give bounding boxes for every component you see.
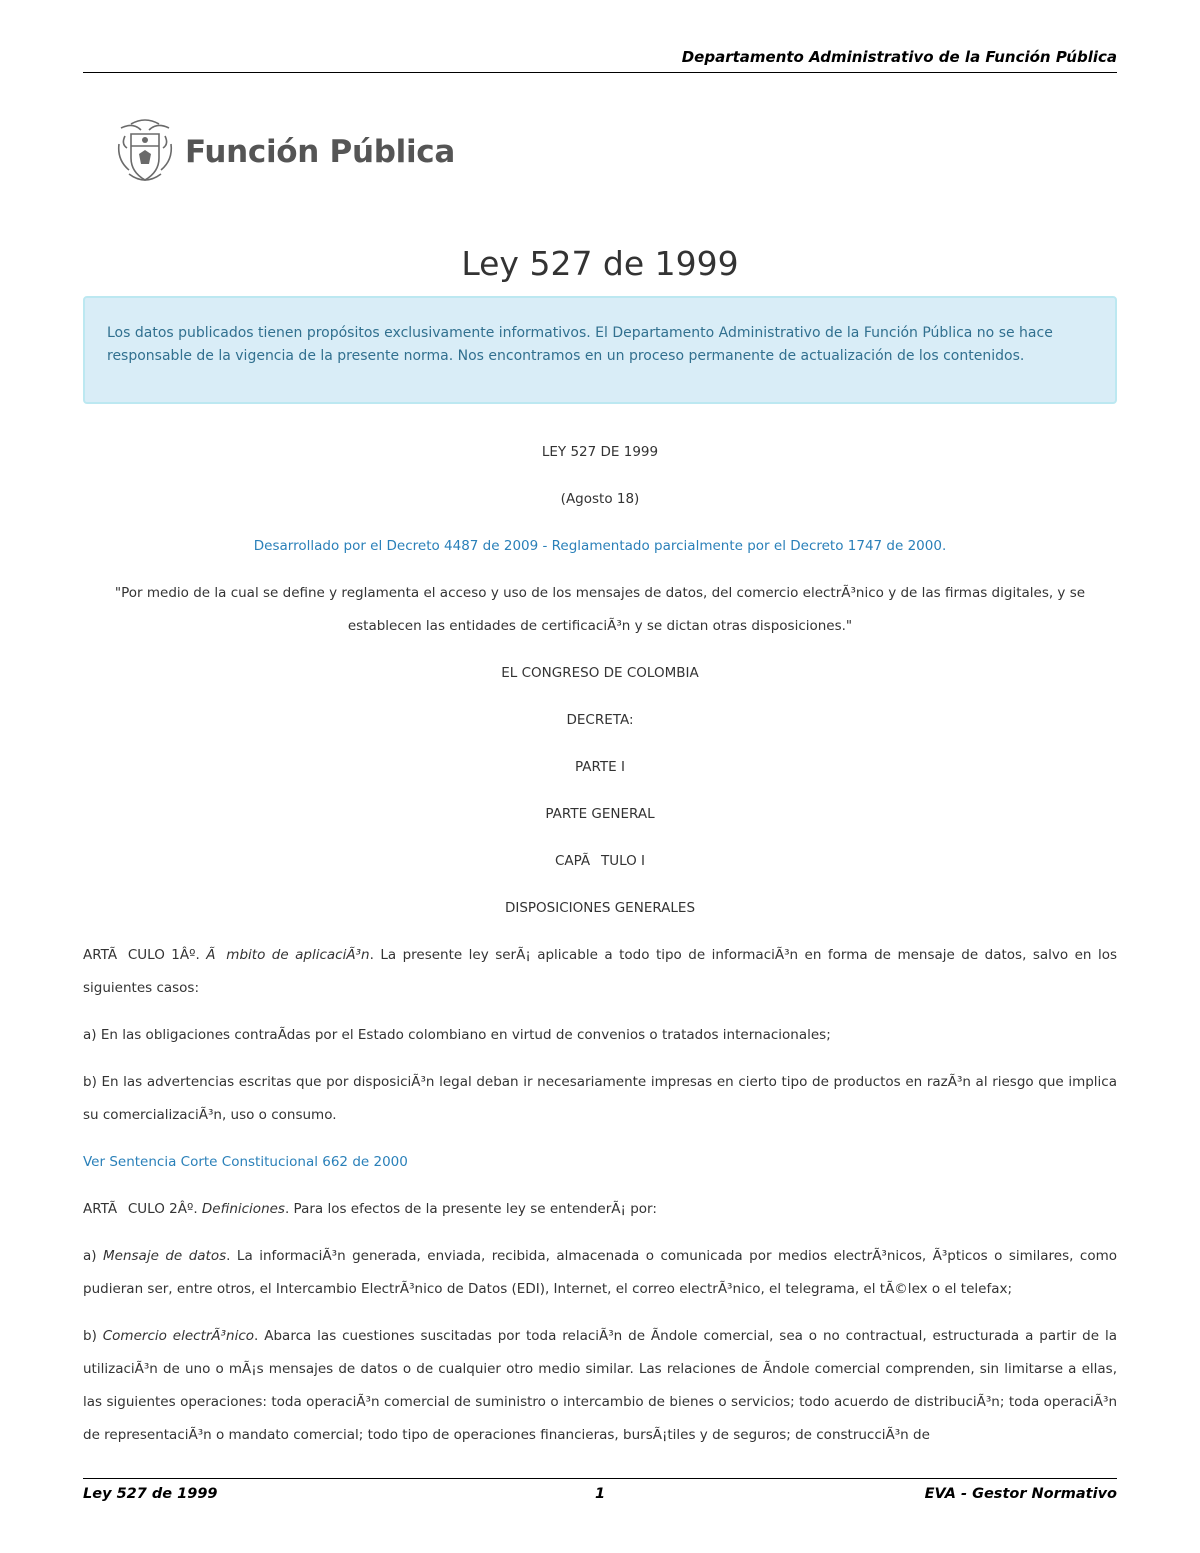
article-2-title: Definiciones bbox=[201, 1201, 285, 1217]
footer-document-name: Ley 527 de 1999 bbox=[83, 1486, 218, 1502]
definition-b bbox=[83, 1320, 1117, 1452]
page-header bbox=[83, 48, 1117, 73]
article-1 bbox=[83, 939, 1117, 1005]
logo-text: Función Pública bbox=[185, 134, 455, 170]
article-2-label: ARTÃCULO 2Âº. bbox=[83, 1201, 202, 1217]
article-1-title: Ãmbito de aplicaciÃ³n bbox=[206, 947, 370, 963]
definition-a-title: Mensaje de datos bbox=[103, 1248, 227, 1264]
disclaimer-notice: Los datos publicados tienen propósitos exclusivamente informativos. El Departamento Administrativo de la Función Pública no se hace responsable de la vigencia de la presente norma. Nos encontramos en un proceso permanente de actualización de los contenidos. bbox=[83, 296, 1117, 404]
article-1-text: . La presente ley serÃ¡ aplicable a todo tipo de informaciÃ³n en forma de mensaje de datos, salvo en los siguientes casos: bbox=[83, 947, 1117, 996]
definition-a-label: a) bbox=[83, 1248, 104, 1264]
development-link[interactable]: Desarrollado por el Decreto 4487 de 2009 - Reglamentado parcialmente por el Decreto 1747 de 2000. bbox=[253, 538, 947, 554]
article-1-item-b: b) En las advertencias escritas que por disposiciÃ³n legal deban ir necesariamente impresas en cierto tipo de productos en razÃ³n al riesgo que implica su comercializaciÃ³n, uso o consumo. bbox=[83, 1074, 1117, 1123]
definition-b-label: b) bbox=[83, 1328, 103, 1344]
article-1-item-a: a) En las obligaciones contraÃdas por el Estado colombiano en virtud de convenios o tratados internacionales; bbox=[83, 1027, 831, 1043]
coat-of-arms-icon bbox=[111, 114, 179, 190]
sentencia-link[interactable]: Ver Sentencia Corte Constitucional 662 de 2000 bbox=[83, 1154, 408, 1170]
parte-heading: PARTE I bbox=[575, 759, 625, 775]
law-heading: LEY 527 DE 1999 bbox=[541, 444, 659, 460]
article-2 bbox=[83, 1193, 1117, 1226]
funcion-publica-logo bbox=[111, 114, 455, 190]
footer-page-number: 1 bbox=[594, 1486, 606, 1502]
disposiciones-heading: DISPOSICIONES GENERALES bbox=[504, 900, 696, 916]
law-purpose: "Por medio de la cual se define y reglamenta el acceso y uso de los mensajes de datos, del comercio electrÃ³nico y de las firmas digitales, y se establecen las entidades de certificaciÃ³n y se dictan otras disposiciones." bbox=[114, 585, 1086, 634]
congress-heading: EL CONGRESO DE COLOMBIA bbox=[501, 665, 699, 681]
decreta-heading: DECRETA: bbox=[566, 712, 634, 728]
capitulo-heading: CAPÃTULO I bbox=[554, 853, 646, 869]
definition-a-text: . La informaciÃ³n generada, enviada, recibida, almacenada o comunicada por medios electrÃ³nicos, Ã³pticos o similares, como pudieran ser, entre otros, el Intercambio ElectrÃ³nico de Datos (EDI), Internet, el correo electrÃ³nico, el telegrama, el tÃ©lex o el telefax; bbox=[83, 1248, 1117, 1297]
article-1-label: ARTÃCULO 1Âº. bbox=[83, 947, 207, 963]
header-organization: Departamento Administrativo de la Función Pública bbox=[681, 48, 1117, 66]
definition-b-text: . Abarca las cuestiones suscitadas por toda relaciÃ³n de Ãndole comercial, sea o no contractual, estructurada a partir de la utilizaciÃ³n de uno o mÃ¡s mensajes de datos o de cualquier otro medio similar. Las relaciones de Ãndole comercial comprenden, sin limitarse a ellas, las siguientes operaciones: toda operaciÃ³n comercial de suministro o intercambio de bienes o servicios; todo acuerdo de distribuciÃ³n; toda operaciÃ³n de representaciÃ³n o mandato comercial; todo tipo de operaciones financieras, bursÃ¡tiles y de seguros; de construcciÃ³n de bbox=[83, 1328, 1117, 1443]
document-page bbox=[83, 0, 1117, 1553]
parte-general-heading: PARTE GENERAL bbox=[545, 806, 655, 822]
article-2-text: . Para los efectos de la presente ley se entenderÃ¡ por: bbox=[284, 1201, 657, 1217]
page-footer bbox=[83, 1478, 1117, 1502]
definition-a bbox=[83, 1240, 1117, 1306]
footer-system-name: EVA - Gestor Normativo bbox=[924, 1486, 1117, 1502]
law-body bbox=[83, 436, 1117, 1452]
definition-b-title: Comercio electrÃ³nico bbox=[102, 1328, 255, 1344]
law-date: (Agosto 18) bbox=[560, 491, 640, 507]
document-title: Ley 527 de 1999 bbox=[461, 244, 739, 283]
